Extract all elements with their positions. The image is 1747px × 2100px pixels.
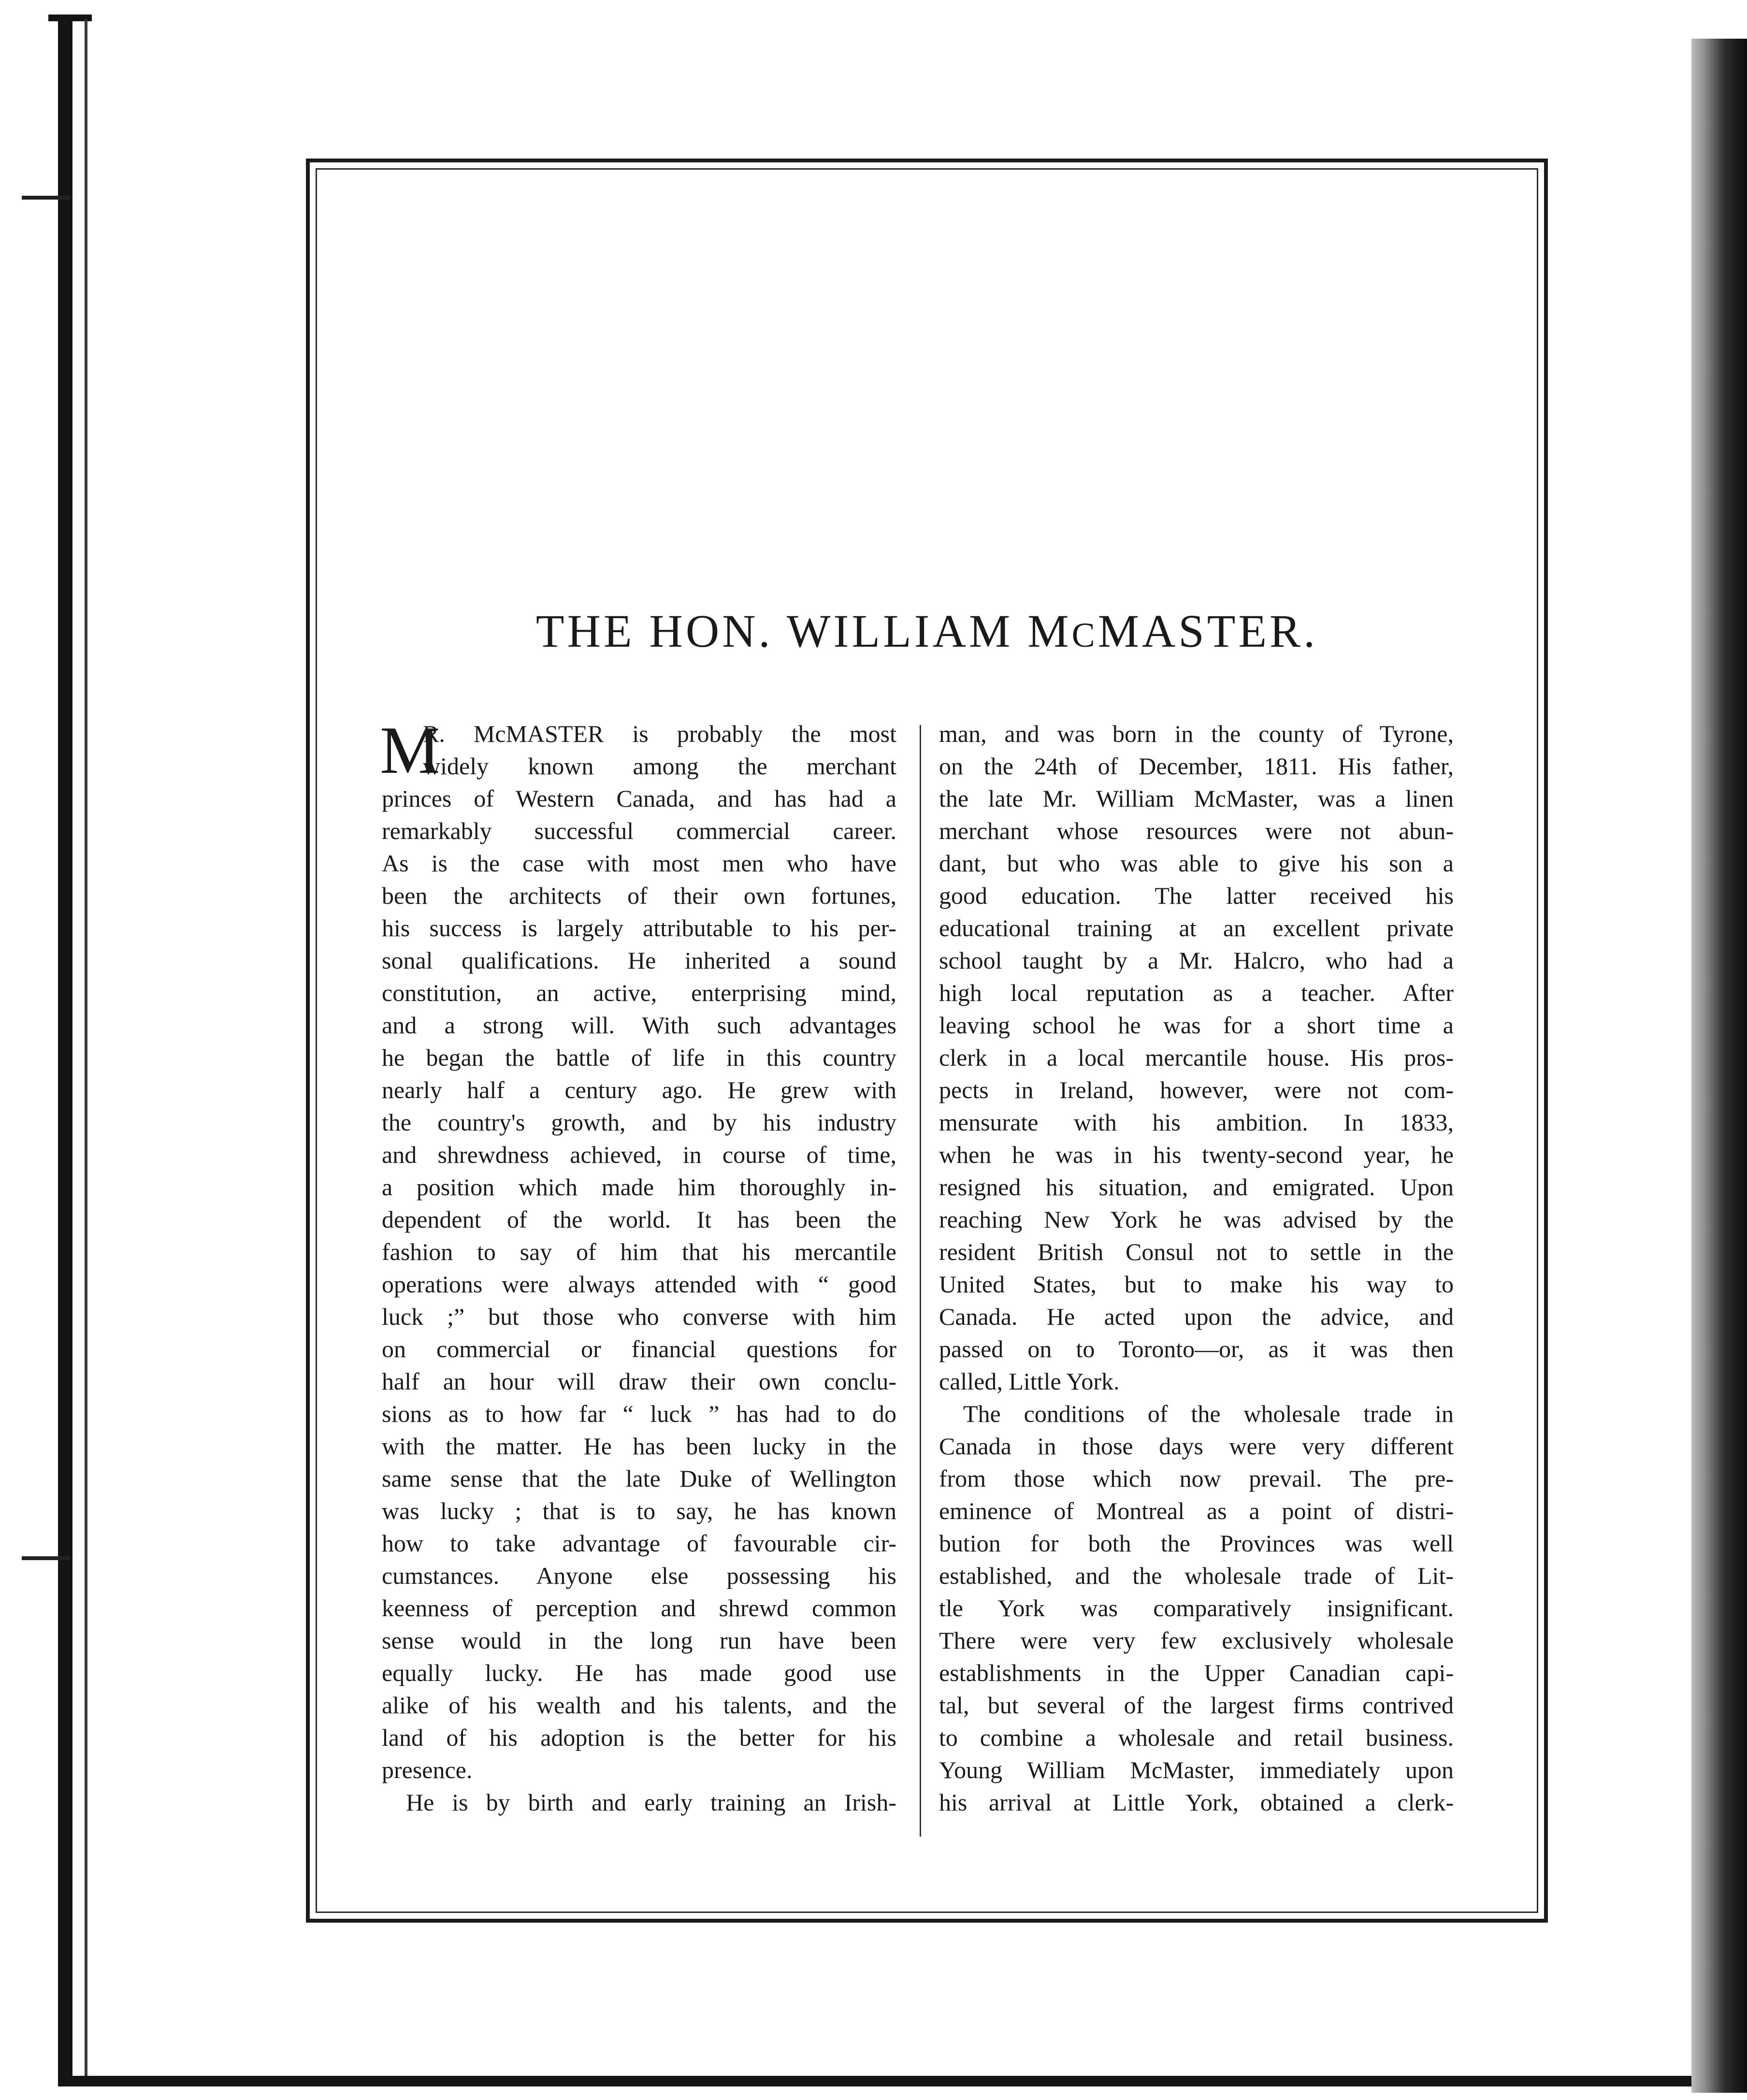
text-line: Canada in those days were very different — [939, 1433, 1454, 1460]
text-line: resigned his situation, and emigrated. Upon — [939, 1173, 1454, 1201]
text-line: operations were always attended with “ good — [382, 1271, 896, 1298]
page-title — [306, 604, 1548, 658]
text-line: educational training at an excellent private — [939, 914, 1454, 941]
text-line: alike of his wealth and his talents, and the — [382, 1692, 896, 1719]
text-line: good education. The latter received his — [939, 882, 1454, 909]
scan-edge-left-inner — [85, 19, 87, 2078]
scan-edge-bottom — [58, 2076, 1711, 2086]
text-line: tal, but several of the largest firms contrived — [939, 1692, 1454, 1719]
text-line: widely known among the merchant — [423, 753, 896, 780]
text-line: how to take advantage of favourable cir- — [382, 1530, 896, 1557]
text-line: the late Mr. William McMaster, was a linen — [939, 785, 1454, 812]
text-line: There were very few exclusively wholesale — [939, 1627, 1454, 1654]
title-main: THE HON. WILLIAM M — [535, 605, 1072, 657]
text-line: Young William McMaster, immediately upon — [939, 1756, 1454, 1783]
text-line: dependent of the world. It has been the — [382, 1206, 896, 1233]
title-small-caps: C — [1071, 616, 1098, 654]
text-line: leaving school he was for a short time a — [939, 1012, 1454, 1039]
text-line: man, and was born in the county of Tyrone, — [939, 720, 1454, 747]
text-line: he began the battle of life in this country — [382, 1044, 896, 1071]
text-line: high local reputation as a teacher. After — [939, 979, 1454, 1006]
drop-cap: M — [380, 713, 440, 788]
text-line: sonal qualifications. He inherited a sound — [382, 947, 896, 974]
text-line: was lucky ; that is to say, he has known — [382, 1497, 896, 1524]
text-line: luck ;” but those who converse with him — [382, 1303, 896, 1330]
text-line: reaching New York he was advised by the — [939, 1206, 1454, 1233]
text-line: tle York was comparatively insignificant. — [939, 1594, 1454, 1622]
text-line: merchant whose resources were not abun- — [939, 817, 1454, 844]
text-line: dant, but who was able to give his son a — [939, 850, 1454, 877]
article-column-left — [380, 713, 896, 1819]
text-line: from those which now prevail. The pre- — [939, 1465, 1454, 1492]
text-line: bution for both the Provinces was well — [939, 1530, 1454, 1557]
text-line: keenness of perception and shrewd common — [382, 1594, 896, 1622]
text-line: Canada. He acted upon the advice, and — [939, 1303, 1454, 1330]
text-line: fashion to say of him that his mercantile — [382, 1238, 896, 1265]
scan-edge-left — [58, 14, 72, 2078]
text-line: R. McMASTER is probably the most — [423, 720, 896, 747]
text-line: clerk in a local mercantile house. His pros- — [939, 1044, 1454, 1071]
text-line: on commercial or financial questions for — [382, 1335, 896, 1362]
text-line: land of his adoption is the better for his — [382, 1724, 896, 1751]
text-line: established, and the wholesale trade of Lit- — [939, 1562, 1454, 1589]
text-line: cumstances. Anyone else possessing his — [382, 1562, 896, 1589]
text-line: and a strong will. With such advantages — [382, 1012, 896, 1039]
article-column-right — [939, 718, 1454, 1819]
text-line: passed on to Toronto—or, as it was then — [939, 1335, 1454, 1362]
text-line: eminence of Montreal as a point of distri- — [939, 1497, 1454, 1524]
text-line: The conditions of the wholesale trade in — [963, 1400, 1454, 1427]
text-line: same sense that the late Duke of Wellington — [382, 1465, 896, 1492]
text-line: when he was in his twenty-second year, he — [939, 1141, 1454, 1168]
text-line: sense would in the long run have been — [382, 1627, 896, 1654]
column-divider — [920, 725, 921, 1837]
text-line: equally lucky. He has made good use — [382, 1659, 896, 1686]
text-line: He is by birth and early training an Irish- — [406, 1789, 896, 1816]
text-line: sions as to how far “ luck ” has had to do — [382, 1400, 896, 1427]
text-line: to combine a wholesale and retail business. — [939, 1724, 1454, 1751]
text-line: called, Little York. — [939, 1368, 1120, 1395]
text-line: As is the case with most men who have — [382, 850, 896, 877]
scan-mark — [22, 1556, 70, 1560]
text-line: school taught by a Mr. Halcro, who had a — [939, 947, 1454, 974]
text-line: constitution, an active, enterprising mind, — [382, 979, 896, 1006]
text-line: been the architects of their own fortunes, — [382, 882, 896, 909]
text-line: United States, but to make his way to — [939, 1271, 1454, 1298]
text-line: pects in Ireland, however, were not com- — [939, 1076, 1454, 1103]
text-line: nearly half a century ago. He grew with — [382, 1076, 896, 1103]
text-line: a position which made him thoroughly in- — [382, 1173, 896, 1201]
text-line: mensurate with his ambition. In 1833, — [939, 1109, 1454, 1136]
title-end: MASTER. — [1097, 605, 1318, 657]
text-line: with the matter. He has been lucky in the — [382, 1433, 896, 1460]
text-line: presence. — [382, 1756, 473, 1783]
text-line: remarkably successful commercial career. — [382, 817, 896, 844]
scan-edge-right — [1691, 39, 1747, 2093]
text-line: on the 24th of December, 1811. His father, — [939, 753, 1454, 780]
scan-mark — [22, 196, 70, 200]
text-line: princes of Western Canada, and has had a — [382, 785, 896, 812]
text-line: his arrival at Little York, obtained a clerk- — [939, 1789, 1454, 1816]
text-line: resident British Consul not to settle in the — [939, 1238, 1454, 1265]
text-line: establishments in the Upper Canadian capi- — [939, 1659, 1454, 1686]
text-line: his success is largely attributable to his per- — [382, 914, 896, 941]
text-line: the country's growth, and by his industry — [382, 1109, 896, 1136]
text-line: and shrewdness achieved, in course of time, — [382, 1141, 896, 1168]
text-line: half an hour will draw their own conclu- — [382, 1368, 896, 1395]
